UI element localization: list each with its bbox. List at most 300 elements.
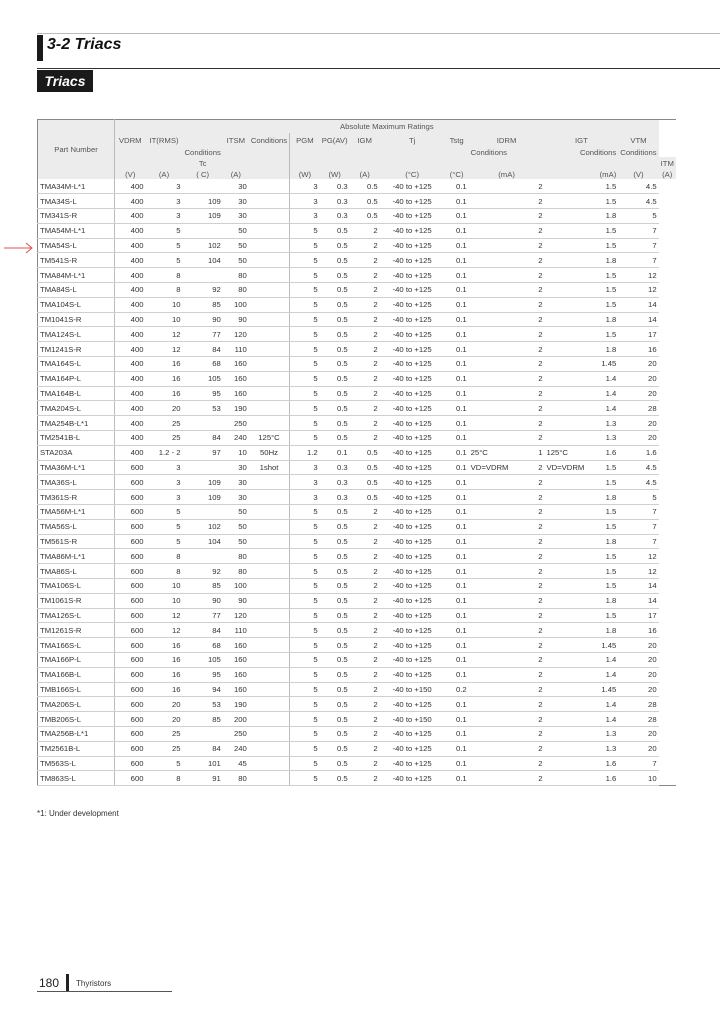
cell-vtm: 1.5 [586,179,618,194]
cell-c2 [544,593,586,608]
cell-pgm: 5 [290,283,320,298]
cell-tc: 85 [183,579,223,594]
cell-vdrm: 600 [115,519,146,534]
cell-tc: 92 [183,564,223,579]
cell-igt: 2 [510,268,544,283]
cell-cond [249,667,290,682]
cell-pgm: 5 [290,593,320,608]
cell-pgav: 0.5 [320,253,350,268]
cell-igt: 2 [510,564,544,579]
cell-c1 [469,238,511,253]
cell-pn: TMA106S-L [38,579,115,594]
cell-pgm: 5 [290,386,320,401]
cell-idrm: 0.1 [445,327,469,342]
cell-c1 [469,638,511,653]
cell-tc: 109 [183,475,223,490]
table-row [38,712,676,727]
cell-pgm: 5 [290,431,320,446]
cell-igt: 2 [510,327,544,342]
cell-igt: 2 [510,623,544,638]
cell-c1 [469,490,511,505]
cell-cond [249,179,290,194]
table-row [38,519,676,534]
cell-c1 [469,726,511,741]
cell-vdrm: 400 [115,253,146,268]
cell-it: 20 [146,697,183,712]
cell-igt: 1 [510,445,544,460]
cell-tj: -40 to +125 [380,505,445,520]
cell-itsm: 30 [223,490,249,505]
cell-it: 5 [146,534,183,549]
cell-itsm: 80 [223,771,249,786]
cell-vtm: 1.5 [586,505,618,520]
cell-vdrm: 600 [115,771,146,786]
cell-it: 10 [146,593,183,608]
cell-tc [183,268,223,283]
cell-itm: 20 [618,741,658,756]
cell-it: 3 [146,460,183,475]
cell-tj: -40 to +125 [380,297,445,312]
cell-c2 [544,490,586,505]
cell-tc: 53 [183,401,223,416]
cell-it: 3 [146,209,183,224]
cell-pn: TMA36S-L [38,475,115,490]
table-row [38,401,676,416]
cell-c1 [469,653,511,668]
cell-c2 [544,431,586,446]
table-row [38,312,676,327]
tstg-header: Tstg [445,133,469,147]
cell-pgm: 5 [290,505,320,520]
cell-itsm: 90 [223,593,249,608]
cell-c2 [544,401,586,416]
cell-itm: 14 [618,297,658,312]
cell-c1 [469,712,511,727]
cell-pgav: 0.5 [320,505,350,520]
cell-idrm: 0.1 [445,297,469,312]
cell-pn: TMA34S-L [38,194,115,209]
cell-pn: TMA166S-L [38,638,115,653]
cell-pgm: 5 [290,534,320,549]
cell-it: 12 [146,608,183,623]
cell-tc [183,549,223,564]
cell-tc: 92 [183,283,223,298]
cell-itsm: 90 [223,312,249,327]
absolute-ratings-header: Absolute Maximum Ratings [115,120,659,134]
cell-pgav: 0.5 [320,549,350,564]
cell-pgm: 5 [290,238,320,253]
cell-c1 [469,223,511,238]
cell-idrm: 0.1 [445,653,469,668]
cell-itsm: 80 [223,283,249,298]
cell-itm: 20 [618,667,658,682]
cell-itsm: 250 [223,416,249,431]
cell-igt: 2 [510,712,544,727]
cell-cond [249,342,290,357]
pgav-header: PG(AV) [320,133,350,147]
cell-c2 [544,534,586,549]
cell-cond [249,490,290,505]
cell-pgm: 5 [290,519,320,534]
cell-vtm: 1.8 [586,623,618,638]
table-row [38,209,676,224]
cell-vdrm: 600 [115,593,146,608]
cell-c1 [469,697,511,712]
cell-vdrm: 400 [115,194,146,209]
cell-vtm: 1.3 [586,416,618,431]
section-marker [37,35,43,61]
cell-itsm: 50 [223,519,249,534]
top-rule [37,33,720,34]
cell-c1 [469,682,511,697]
igt-header: IGT [544,133,618,147]
cell-igm: 2 [350,534,380,549]
cell-vdrm: 600 [115,623,146,638]
cell-itsm: 100 [223,297,249,312]
cell-idrm: 0.1 [445,253,469,268]
category-badge: Triacs [37,70,93,92]
cell-tc: 109 [183,209,223,224]
cell-itm: 7 [618,519,658,534]
cell-igm: 2 [350,327,380,342]
cell-pn: TMA86S-L [38,564,115,579]
cell-cond [249,726,290,741]
cell-idrm: 0.1 [445,268,469,283]
cell-vtm: 1.4 [586,653,618,668]
cell-vtm: 1.8 [586,342,618,357]
cell-pgav: 0.5 [320,638,350,653]
cell-tj: -40 to +125 [380,623,445,638]
cell-pgav: 0.5 [320,327,350,342]
cell-igm: 2 [350,386,380,401]
cell-it: 10 [146,297,183,312]
cell-idrm: 0.1 [445,712,469,727]
cell-it: 5 [146,519,183,534]
cell-c2 [544,653,586,668]
cell-vtm: 1.4 [586,371,618,386]
unit-a: (A) [146,170,183,179]
cell-c2 [544,283,586,298]
cell-tj: -40 to +125 [380,667,445,682]
cell-it: 25 [146,416,183,431]
cell-idrm: 0.1 [445,223,469,238]
cell-it: 10 [146,579,183,594]
cell-itm: 10 [618,771,658,786]
cell-c2 [544,741,586,756]
cell-pn: TM1041S-R [38,312,115,327]
cell-pgm: 5 [290,638,320,653]
cell-c2 [544,194,586,209]
cell-vdrm: 600 [115,564,146,579]
cell-pgav: 0.5 [320,223,350,238]
cell-pgm: 5 [290,327,320,342]
arrow-right-icon [4,242,34,254]
unit-ma2: (mA) [544,170,618,179]
idrm-header: IDRM [469,133,545,147]
cell-pgav: 0.5 [320,416,350,431]
cell-idrm: 0.1 [445,771,469,786]
cell-igt: 2 [510,297,544,312]
cell-tj: -40 to +150 [380,712,445,727]
table-row [38,608,676,623]
cell-itm: 20 [618,416,658,431]
cell-it: 16 [146,667,183,682]
cell-vtm: 1.8 [586,312,618,327]
cell-pn: TMA164B-L [38,386,115,401]
cell-igm: 0.5 [350,209,380,224]
cell-pgav: 0.5 [320,238,350,253]
cell-c1 [469,579,511,594]
cell-c2 [544,519,586,534]
cell-igm: 2 [350,416,380,431]
cell-igm: 2 [350,638,380,653]
cell-pgm: 3 [290,209,320,224]
cell-pgav: 0.5 [320,697,350,712]
cell-cond [249,386,290,401]
cell-vtm: 1.45 [586,357,618,372]
cell-itm: 20 [618,682,658,697]
cell-idrm: 0.1 [445,756,469,771]
cell-vdrm: 600 [115,579,146,594]
cell-igt: 2 [510,194,544,209]
cell-igt: 2 [510,312,544,327]
cell-c2 [544,386,586,401]
cell-c2 [544,371,586,386]
cell-vtm: 1.5 [586,283,618,298]
cell-tc: 91 [183,771,223,786]
cell-vdrm: 400 [115,209,146,224]
cell-pgav: 0.5 [320,712,350,727]
cell-vtm: 1.5 [586,238,618,253]
cell-pgav: 0.5 [320,357,350,372]
cell-tc [183,505,223,520]
cell-itm: 20 [618,653,658,668]
cell-igt: 2 [510,638,544,653]
cell-pgav: 0.5 [320,342,350,357]
cell-c1 [469,519,511,534]
cell-cond [249,741,290,756]
cell-itm: 5 [618,490,658,505]
table-row [38,549,676,564]
cell-igm: 2 [350,712,380,727]
cell-tj: -40 to +125 [380,534,445,549]
cell-vtm: 1.6 [586,756,618,771]
cell-pgav: 0.3 [320,475,350,490]
cell-pn: TMA204S-L [38,401,115,416]
table-row [38,416,676,431]
cell-pn: TM863S-L [38,771,115,786]
cell-cond [249,534,290,549]
cell-idrm: 0.1 [445,490,469,505]
cell-pgm: 5 [290,579,320,594]
cell-idrm: 0.1 [445,519,469,534]
table-row [38,682,676,697]
cell-idrm: 0.1 [445,667,469,682]
cell-tc: 84 [183,741,223,756]
table-row [38,386,676,401]
vtm-header: VTM [618,133,658,147]
cell-c2 [544,327,586,342]
cell-c1 [469,401,511,416]
cell-c1 [469,253,511,268]
cell-it: 10 [146,312,183,327]
cell-igt: 2 [510,475,544,490]
cell-igt: 2 [510,608,544,623]
cell-pn: TMA124S-L [38,327,115,342]
cell-cond [249,253,290,268]
cell-vtm: 1.3 [586,726,618,741]
cell-itsm: 80 [223,268,249,283]
cell-pgav: 0.5 [320,771,350,786]
cell-vtm: 1.4 [586,712,618,727]
cell-igt: 2 [510,726,544,741]
cell-tc: 104 [183,253,223,268]
cell-tc: 109 [183,490,223,505]
cell-pgav: 0.5 [320,268,350,283]
table-row [38,431,676,446]
cell-igt: 2 [510,283,544,298]
cell-vdrm: 400 [115,431,146,446]
cell-vdrm: 600 [115,505,146,520]
cell-vdrm: 400 [115,401,146,416]
cell-itsm: 160 [223,386,249,401]
cell-vdrm: 400 [115,357,146,372]
cell-tc [183,179,223,194]
cell-it: 8 [146,268,183,283]
cell-igm: 0.5 [350,475,380,490]
cell-cond [249,371,290,386]
cell-c2 [544,771,586,786]
cell-igm: 2 [350,771,380,786]
cell-vdrm: 600 [115,460,146,475]
cell-itm: 14 [618,593,658,608]
cell-itsm: 190 [223,697,249,712]
cell-vtm: 1.5 [586,460,618,475]
cell-cond [249,297,290,312]
cell-c1 [469,357,511,372]
cell-c1 [469,549,511,564]
cell-c1 [469,386,511,401]
cell-tj: -40 to +125 [380,771,445,786]
cell-cond [249,505,290,520]
cell-pn: TMB206S-L [38,712,115,727]
cell-c1 [469,194,511,209]
cell-vdrm: 600 [115,490,146,505]
cell-idrm: 0.1 [445,697,469,712]
cell-tj: -40 to +125 [380,327,445,342]
cell-itsm: 110 [223,623,249,638]
cell-vtm: 1.8 [586,593,618,608]
cell-pgm: 5 [290,549,320,564]
cell-itm: 14 [618,312,658,327]
cell-itsm: 190 [223,401,249,416]
cell-tc: 95 [183,667,223,682]
cell-igm: 2 [350,608,380,623]
cell-idrm: 0.1 [445,564,469,579]
igt-conditions-label: Conditions [544,147,618,157]
cell-cond [249,268,290,283]
cell-tj: -40 to +125 [380,268,445,283]
cell-idrm: 0.1 [445,475,469,490]
cell-idrm: 0.1 [445,505,469,520]
cell-igt: 2 [510,756,544,771]
table-row [38,490,676,505]
itm-label: ITM [660,159,674,168]
cell-igt: 2 [510,549,544,564]
cell-pn: TMA164S-L [38,357,115,372]
cell-vtm: 1.5 [586,297,618,312]
cell-pgav: 0.5 [320,371,350,386]
cell-igt: 2 [510,386,544,401]
cell-itsm: 50 [223,223,249,238]
cell-c1 [469,534,511,549]
cell-c2 [544,253,586,268]
cell-vtm: 1.3 [586,431,618,446]
cell-itm: 7 [618,756,658,771]
cell-c2 [544,579,586,594]
cell-itm: 5 [618,209,658,224]
cell-vtm: 1.5 [586,519,618,534]
cell-igm: 2 [350,623,380,638]
cell-pgav: 0.5 [320,534,350,549]
cell-itsm: 160 [223,667,249,682]
cell-igt: 2 [510,653,544,668]
cell-idrm: 0.1 [445,623,469,638]
cell-vtm: 1.5 [586,327,618,342]
cell-cond [249,283,290,298]
cell-cond [249,564,290,579]
cell-igt: 2 [510,593,544,608]
cell-tj: -40 to +125 [380,579,445,594]
cell-tj: -40 to +125 [380,490,445,505]
cell-c1: VD=VDRM [469,460,511,475]
cell-itm: 17 [618,608,658,623]
cell-tj: -40 to +125 [380,238,445,253]
itm-conditions-label: Conditions [620,147,657,157]
table-row [38,505,676,520]
cell-pgm: 5 [290,312,320,327]
cell-itm: 20 [618,638,658,653]
cell-c2: 125°C [544,445,586,460]
unit-c3: (°C) [445,170,469,179]
cell-tj: -40 to +125 [380,371,445,386]
cell-cond [249,682,290,697]
cell-idrm: 0.1 [445,534,469,549]
cell-c2 [544,712,586,727]
cell-idrm: 0.2 [445,682,469,697]
cell-pn: TM2541B-L [38,431,115,446]
cell-igm: 2 [350,283,380,298]
cell-tj: -40 to +125 [380,312,445,327]
cell-tj: -40 to +125 [380,223,445,238]
cell-itsm: 250 [223,726,249,741]
cell-itsm: 160 [223,653,249,668]
cell-igm: 2 [350,253,380,268]
cell-vtm: 1.5 [586,223,618,238]
cell-it: 12 [146,342,183,357]
cell-pgav: 0.5 [320,564,350,579]
cell-itm: 7 [618,505,658,520]
unit-a3: (A) [350,170,380,179]
cell-itsm: 120 [223,608,249,623]
cell-it: 8 [146,771,183,786]
cell-cond [249,519,290,534]
cell-igt: 2 [510,771,544,786]
table-row [38,771,676,786]
page-section-label: Thyristors [76,979,112,988]
cell-c2 [544,505,586,520]
cell-pn: TM1061S-R [38,593,115,608]
